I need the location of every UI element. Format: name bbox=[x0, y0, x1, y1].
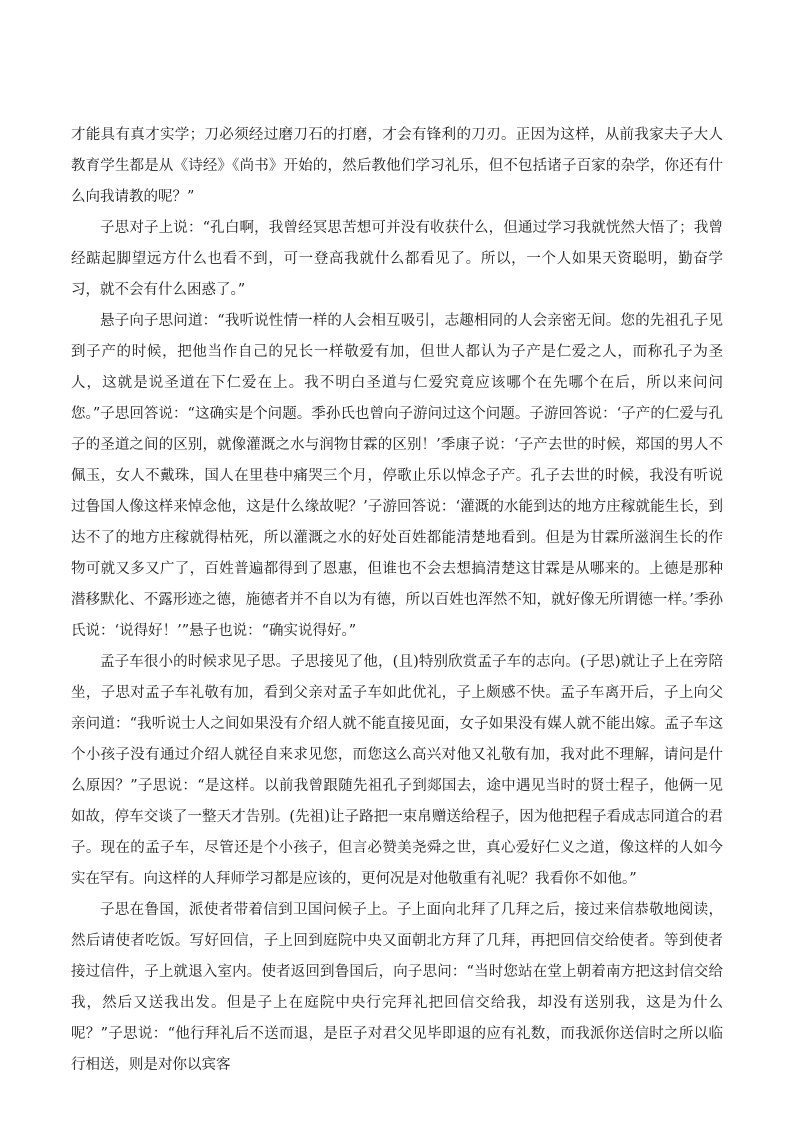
paragraph-4: 孟子车很小的时候求见子思。子思接见了他，(且)特别欣赏孟子车的志向。(子思)就让子上在旁陪坐，子思对孟子车礼敬有加，看到父亲对孟子车如此优礼，子上颇感不快。孟子车离开后，子上向父亲问道：“我听说士人之间如果没有介绍人就不能直接见面，女子如果没有媒人就不能出嫁。孟子车这个小孩子没有通过介绍人就径自来求见您，而您这么高兴对他又礼敬有加，我对此不理解，请问是什么原因？”子思说：“是这样。以前我曾跟随先祖孔子到郯国去，途中遇见当时的贤士程子，他俩一见如故，停车交谈了一整天才告别。(先祖)让子路把一束帛赠送给程子，因为他把程子看成志同道合的君子。现在的孟子车，尽管还是个小孩子，但言必赞美尧舜之世，真心爱好仁义之道，像这样的人如今实在罕有。向这样的人拜师学习都是应该的，更何况是对他敬重有礼呢？我看你不如他。” bbox=[71, 654, 723, 887]
paragraph-5: 子思在鲁国，派使者带着信到卫国问候子上。子上面向北拜了几拜之后，接过来信恭敬地阅读，然后请使者吃饭。写好回信，子上回到庭院中央又面朝北方拜了几拜，再把回信交给使者。等到使者接过信件，子上就退入室内。使者返回到鲁国后，向子思问：“当时您站在堂上朝着南方把这封信交给我，然后又送我出发。但是子上在庭院中央行完拜礼把回信交给我，却没有送别我，这是为什么呢？”子思说：“他行拜礼后不送而退，是臣子对君父见毕即退的应有礼数，而我派你送信时之所以临行相送，则是对你以宾客 bbox=[71, 902, 723, 1073]
paragraph-1: 才能具有真才实学；刀必须经过磨刀石的打磨，才会有锋利的刀刃。正因为这样，从前我家夫子大人教育学生都是从《诗经》《尚书》开始的，然后教他们学习礼乐，但不包括诸子百家的杂学，你还有什么向我请教的呢？” bbox=[71, 127, 723, 205]
document-page bbox=[71, 120, 723, 1081]
paragraph-3: 悬子向子思问道：“我听说性情一样的人会相互吸引，志趣相同的人会亲密无间。您的先祖孔子见到子产的时候，把他当作自己的兄长一样敬爱有加，但世人都认为子产是仁爱之人，而称孔子为圣人，这就是说圣道在下仁爱在上。我不明白圣道与仁爱究竟应该哪个在先哪个在后，所以来问问您。”子思回答说：“这确实是个问题。季孙氏也曾向子游问过这个问题。子游回答说：‘子产的仁爱与孔子的圣道之间的区别，就像灌溉之水与润物甘霖的区别！’季康子说：‘子产去世的时候，郑国的男人不佩玉，女人不戴珠，国人在里巷中痛哭三个月，停歌止乐以悼念子产。孔子去世的时候，我没有听说过鲁国人像这样来悼念他，这是什么缘故呢？’子游回答说：‘灌溉的水能到达的地方庄稼就能生长，到达不了的地方庄稼就得枯死，所以灌溉之水的好处百姓都能清楚地看到。但是为甘霖所滋润生长的作物可就又多又广了，百姓普遍都得到了恩惠，但谁也不会去想搞清楚这甘霖是从哪来的。上德是那种潜移默化、不露形迹之德，施德者并不自以为有德，所以百姓也浑然不知，就好像无所谓德一样。’季孙氏说：‘说得好！’”悬子也说：“确实说得好。” bbox=[71, 313, 723, 639]
paragraph-2: 子思对子上说：“孔白啊，我曾经冥思苦想可并没有收获什么，但通过学习我就恍然大悟了；我曾经踮起脚望远方什么也看不到，可一登高我就什么都看见了。所以，一个人如果天资聪明，勤奋学习，就不会有什么困惑了。” bbox=[71, 220, 723, 298]
